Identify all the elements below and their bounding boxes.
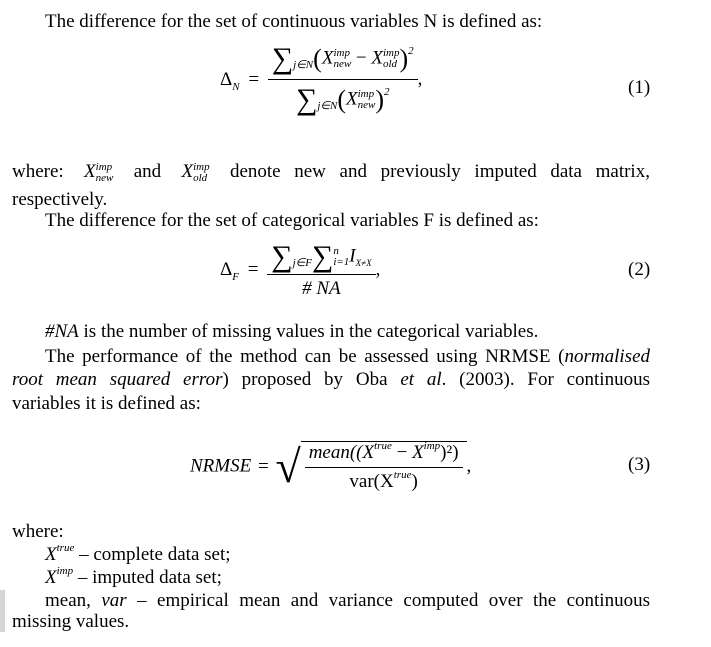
text-missing-values: missing values.	[12, 611, 130, 632]
margin-bar	[0, 590, 5, 632]
text-respectively: respectively.	[12, 189, 108, 210]
definition-imp: $X^{imp}$ – imputed data set;	[45, 565, 222, 588]
delta-n: $\Delta_N$	[220, 68, 240, 93]
paragraph-where-1: where: X imp new and X imp old denote new and previously imputed data matrix,	[12, 160, 650, 184]
equation-1: $\Delta_N$ = $\sum_{j\in N}(X$ imp new − X imp old )$^2$ $\sum_{j\in N}(X$ imp new )$^2$ ,	[220, 42, 423, 116]
text-where: where:	[12, 521, 64, 542]
paragraph-na: #NA is the number of missing values in the categorical variables.	[45, 321, 539, 342]
paragraph-continuous-diff: The difference for the set of continuous variables N is defined as:	[45, 11, 543, 32]
numerator: $\sum_{j\in N}(X$ imp new − X imp old )$^2$	[271, 42, 414, 75]
fraction	[268, 42, 418, 117]
paragraph-categorical-diff: The difference for the set of categorical variables F is defined as:	[45, 210, 539, 231]
equation-3: NRMSE = √ $\frac{mean((X^{true} - X^{imp})^2)}{var(X^{true})}$ ,	[190, 439, 472, 492]
denominator: $\sum_{j\in N}(X$ imp new )$^2$	[268, 79, 418, 117]
sqrt-sign: √	[275, 441, 301, 492]
variance-expression: var(X	[349, 470, 394, 492]
paragraph-performance-3: variables it is defined as:	[12, 393, 201, 414]
fraction: $\sum_{j\in F}\sum$ n i=1 $I_{X\ne X}$ # NA	[267, 240, 375, 300]
equation-number-1: (1)	[628, 77, 651, 98]
equation-number-2: (2)	[628, 259, 651, 280]
paragraph-performance-1: The performance of the method can be assessed using NRMSE (normalised	[45, 346, 650, 367]
equation-number-3: (3)	[628, 454, 651, 475]
definition-mean-var: mean, var – empirical mean and variance computed over the continuous	[45, 590, 650, 611]
definition-true: $X^{true}$ – complete data set;	[45, 542, 231, 565]
paragraph-performance-2: root mean squared error) proposed by Oba et al. (2003). For continuous	[12, 369, 650, 390]
equation-2: $\Delta_F$ = $\sum_{j\in F}\sum$ n i=1 $I_{X\ne X}$ # NA ,	[220, 240, 381, 299]
equals: =	[248, 68, 260, 90]
